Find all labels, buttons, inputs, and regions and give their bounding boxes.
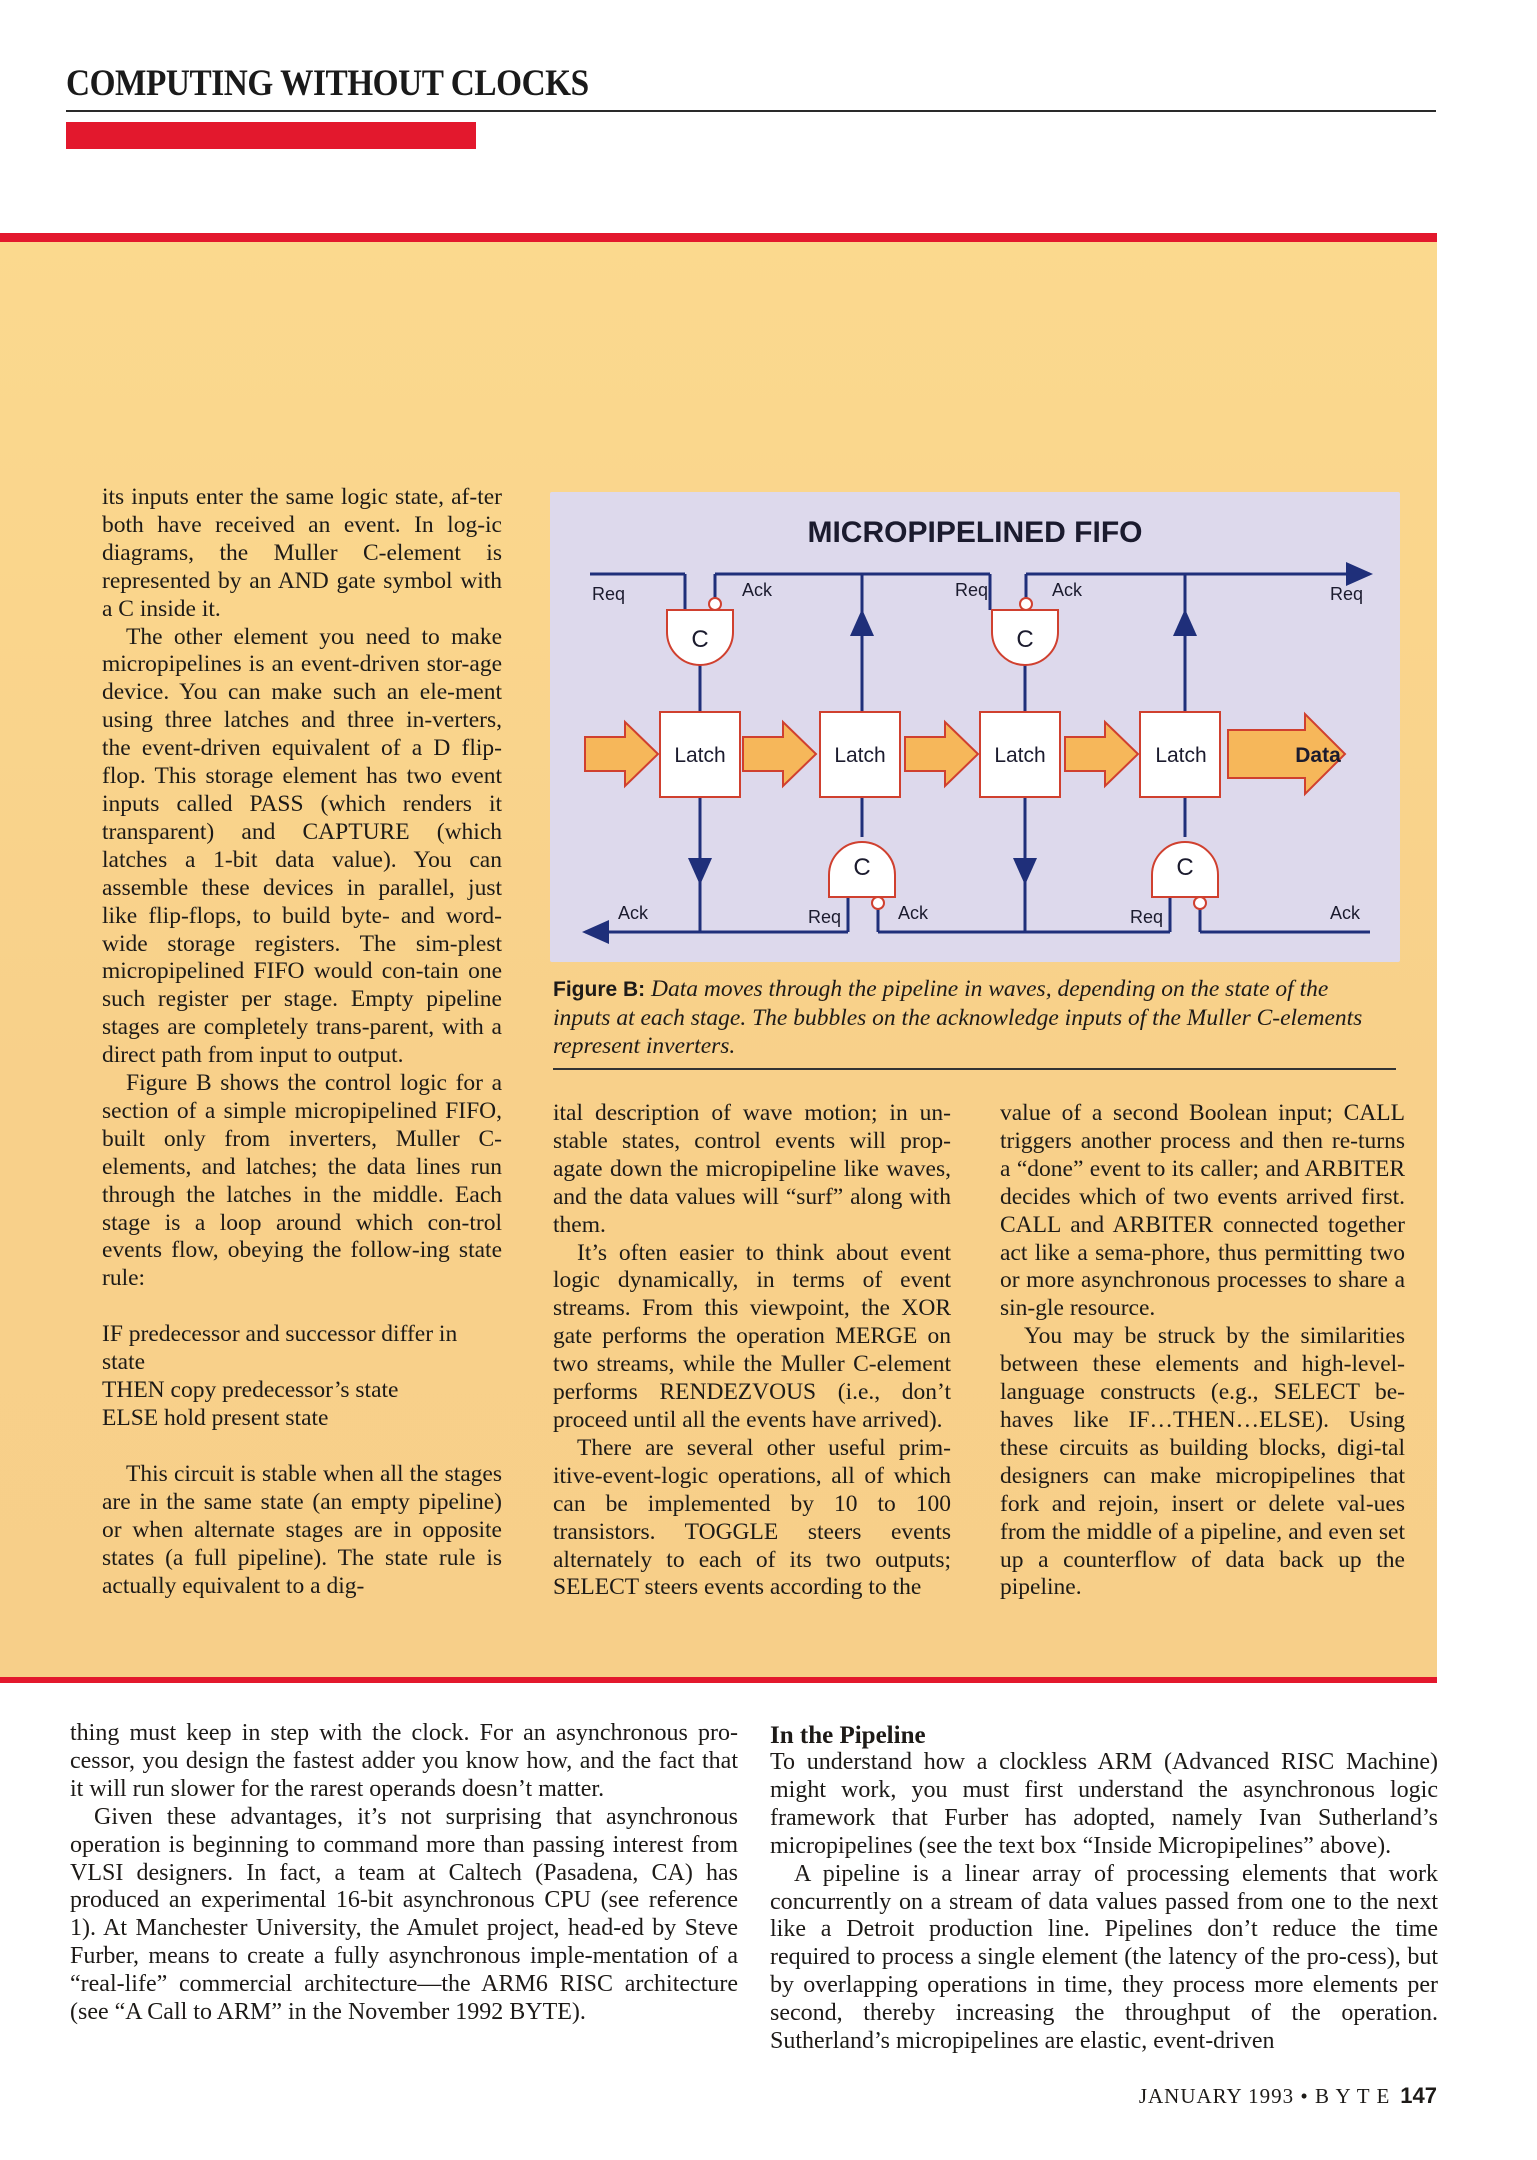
state-rule-line: IF predecessor and successor differ in state	[102, 1321, 458, 1376]
c-element-label: C	[691, 626, 709, 653]
latch-label: Latch	[834, 744, 886, 767]
paragraph: It’s often easier to think about event logic dynamically, in terms of event streams. From this viewpoint, the XOR gate performs the operation MERGE on two streams, while the Muller C-element performs RENDEZVOUS (i.e., don’t proceed until all the events have arrived).	[553, 1239, 951, 1433]
figure-rule	[553, 1068, 1396, 1070]
page-number: 147	[1400, 2083, 1437, 2108]
req-label: Req	[1330, 584, 1364, 604]
sidebar-bottom-rule	[0, 1677, 1437, 1683]
c-element-label: C	[853, 854, 871, 881]
latch-label: Latch	[1155, 744, 1207, 767]
data-label: Data	[1295, 744, 1341, 767]
c-element-label: C	[1176, 854, 1194, 881]
paragraph: thing must keep in step with the clock. For an asynchronous pro-cessor, you design the fastest adder you know how, and the fact that it will run slower for the rarest operands doesn’t matter.	[70, 1720, 738, 1802]
paragraph: value of a second Boolean input; CALL triggers another process and then re-turns a “done” event to its caller; and ARBITER decides which of two events arrived first. CALL and ARBITER connected together act like a sema-phore, thus permitting two or more asynchronous processes to share a sin-gle resource.	[1000, 1100, 1405, 1322]
figure-title: MICROPIPELINED FIFO	[807, 516, 1143, 549]
sidebar-column-1	[102, 484, 502, 1600]
sidebar-column-3	[1000, 1100, 1405, 1602]
req-label: Req	[808, 907, 842, 927]
caption-text: Data moves through the pipeline in waves, depending on the state of the inputs at each stage. The bubbles on the acknowledge inputs of the Muller C-elements represent inverters.	[553, 976, 1363, 1059]
footer	[1139, 2083, 1437, 2109]
ack-label: Ack	[1052, 580, 1083, 600]
header-rule	[66, 110, 1436, 112]
paragraph: its inputs enter the same logic state, af-ter both have received an event. In log-ic diagrams, the Muller C-element is represented by an AND gate symbol with a C inside it.	[102, 484, 502, 622]
section-heading: In the Pipeline	[770, 1722, 926, 1749]
paragraph: A pipeline is a linear array of processing elements that work concurrently on a stream of data values passed from one to the next like a Detroit production line. Pipelines don’t reduce the time required to process a single element (the latency of the pro-cess), but by overlapping operations in time, they process more elements per second, thereby increasing the throughput of the operation. Sutherland’s micropipelines are elastic, event-driven	[770, 1860, 1438, 2055]
paragraph: This circuit is stable when all the stages are in the same state (an empty pipeline) or when alternate stages are in opposite states (a full pipeline). The state rule is actually equivalent to a dig-	[102, 1460, 502, 1599]
ack-label: Ack	[1330, 903, 1361, 923]
spacer	[102, 1293, 502, 1321]
paragraph: There are several other useful prim-itive-event-logic operations, all of which can be implemented by 10 to 100 transistors. TOGGLE steers events alternately to each of its two outputs; SELECT steers events according to the	[553, 1434, 951, 1601]
paragraph: Figure B shows the control logic for a section of a simple micropipelined FIFO, built only from inverters, Muller C-elements, and latches; the data lines run through the latches in the middle. Each stage is a loop around which con-trol events flow, obeying the follow-ing state rule:	[102, 1070, 502, 1292]
issue-line: JANUARY 1993 • B Y T E	[1138, 2084, 1391, 2108]
fifo-diagram	[550, 492, 1400, 962]
main-column-right	[770, 1722, 1438, 2056]
req-label: Req	[592, 584, 626, 604]
sidebar-column-2	[553, 1100, 951, 1602]
req-label: Req	[1130, 907, 1164, 927]
sidebar-top-rule	[0, 233, 1437, 242]
paragraph: The other element you need to make micropipelines is an event-driven stor-age device. You can make such an ele-ment using three latches and three in-verters, the event-driven equivalent of a D flip-flop. This storage element has two event inputs called PASS (which renders it transparent) and CAPTURE (which latches a 1-bit data value). You can assemble these devices in parallel, just like flip-flops, to build byte- and word-wide storage registers. The sim-plest micropipelined FIFO would con-tain one such register per stage. Empty pipeline stages are completely trans-parent, with a direct path from input to output.	[102, 623, 502, 1069]
c-element-label: C	[1016, 626, 1034, 653]
header-red-bar	[66, 122, 476, 149]
paragraph: ital description of wave motion; in un-stable states, control events will prop-agate down the micropipeline like waves, and the data values will “surf” along with them.	[553, 1100, 951, 1238]
header-title: COMPUTING WITHOUT CLOCKS	[66, 63, 589, 104]
paragraph: To understand how a clockless ARM (Advanced RISC Machine) might work, you must first understand the asynchronous logic framework that Furber has adopted, namely Ivan Sutherland’s micropipelines (see the text box “Inside Micropipelines” above).	[770, 1749, 1438, 1859]
state-rule-line: THEN copy predecessor’s state	[102, 1377, 399, 1404]
caption-label: Figure B:	[553, 978, 646, 1001]
req-label: Req	[955, 580, 989, 600]
ack-label: Ack	[618, 903, 649, 923]
state-rule-line: ELSE hold present state	[102, 1405, 329, 1431]
latch-label: Latch	[674, 744, 726, 767]
paragraph: Given these advantages, it’s not surprising that asynchronous operation is beginning to command more than passing interest from VLSI designers. In fact, a team at Caltech (Pasadena, CA) has produced an experimental 16-bit asynchronous CPU (see reference 1). At Manchester University, the Amulet project, head-ed by Steve Furber, means to create a fully asynchronous imple-mentation of a “real-life” commercial architecture—the ARM6 RISC architecture (see “A Call to ARM” in the November 1992 BYTE).	[70, 1803, 738, 2026]
figure-caption	[553, 975, 1388, 1060]
figure-micropipelined-fifo	[550, 492, 1400, 962]
spacer	[102, 1433, 502, 1461]
ack-label: Ack	[742, 580, 773, 600]
main-column-left	[70, 1720, 738, 2027]
ack-label: Ack	[898, 903, 929, 923]
latch-label: Latch	[994, 744, 1046, 767]
paragraph: You may be struck by the similarities between these elements and high-level-language constructs (e.g., SELECT be-haves like IF…THEN…ELSE). Using these circuits as building blocks, digi-tal designers can make micropipelines that fork and rejoin, insert or delete val-ues from the middle of a pipeline, and even set up a counterflow of data back up the pipeline.	[1000, 1323, 1405, 1601]
